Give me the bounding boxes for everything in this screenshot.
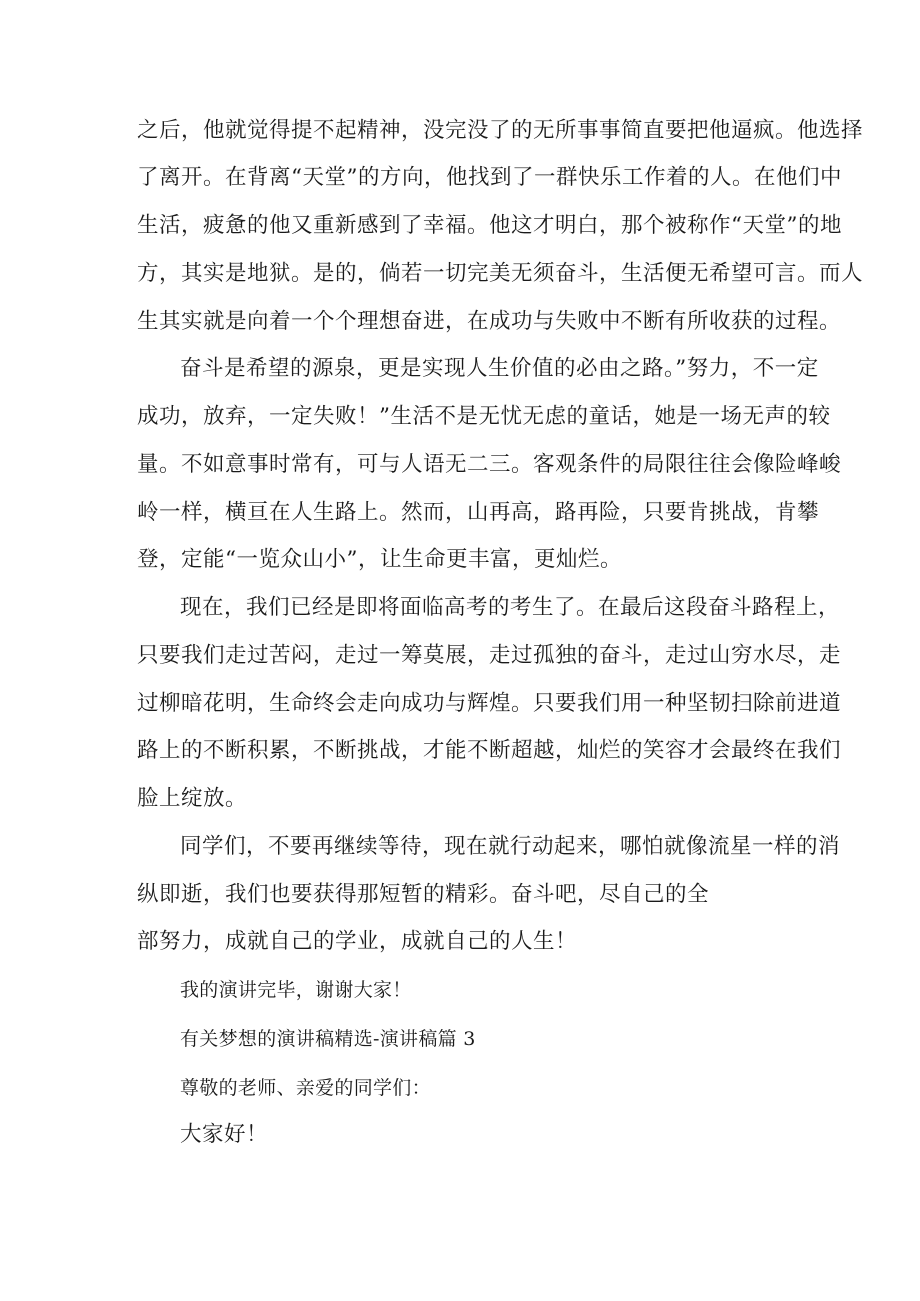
text-line: 岭一样，横亘在人生路上。然而，山再高，路再险，只要肯挑战，肯攀 [137, 500, 820, 525]
text-line: 脸上绽放。 [137, 786, 248, 811]
text-line: 过柳暗花明，生命终会走向成功与辉煌。只要我们用一种坚韧扫除前进道 [137, 691, 842, 716]
text-line: 成功，放弃，一定失败！”生活不是无忧无虑的童话，她是一场无声的较 [137, 404, 831, 429]
text-line: 现在，我们已经是即将面临高考的考生了。在最后这段奋斗路程上， [180, 595, 841, 620]
salutation: 尊敬的老师、亲爱的同学们： [180, 1077, 431, 1099]
text-line: 我的演讲完毕，谢谢大家！ [180, 979, 412, 1001]
text-line: 量。不如意事时常有，可与人语无二三。客观条件的局限往往会像险峰峻 [137, 452, 842, 477]
text-line: 之后，他就觉得提不起精神，没完没了的无所事事简直要把他逼疯。他选择 [137, 118, 864, 143]
text-line: 部努力，成就自己的学业，成就自己的人生！ [137, 929, 578, 954]
text-line: 只要我们走过苦闷，走过一筹莫展，走过孤独的奋斗，走过山穷水尽，走 [137, 643, 842, 668]
text-line: 生其实就是向着一个个理想奋进，在成功与失败中不断有所收获的过程。 [137, 309, 842, 334]
text-line: 奋斗是希望的源泉，更是实现人生价值的必由之路。”努力，不一定 [180, 356, 819, 381]
text-line: 生活，疲惫的他又重新感到了幸福。他这才明白，那个被称作“天堂”的地 [137, 213, 842, 238]
text-line: 纵即逝，我们也要获得那短暂的精彩。奋斗吧，尽自己的全 [137, 882, 710, 907]
text-line: 同学们，不要再继续等待，现在就行动起来，哪怕就像流星一样的消 [180, 834, 841, 859]
text-line: 了离开。在背离“天堂”的方向，他找到了一群快乐工作着的人。在他们中 [137, 165, 842, 190]
text-line: 登，定能“一览众山小”，让生命更丰富，更灿烂。 [137, 547, 622, 572]
section-heading: 有关梦想的演讲稿精选-演讲稿篇 3 [180, 1028, 476, 1050]
text-line: 方，其实是地狱。是的，倘若一切完美无须奋斗，生活便无希望可言。而人 [137, 261, 864, 286]
greeting: 大家好！ [180, 1122, 269, 1147]
text-line: 路上的不断积累，不断挑战，才能不断超越，灿烂的笑容才会最终在我们 [137, 738, 842, 763]
